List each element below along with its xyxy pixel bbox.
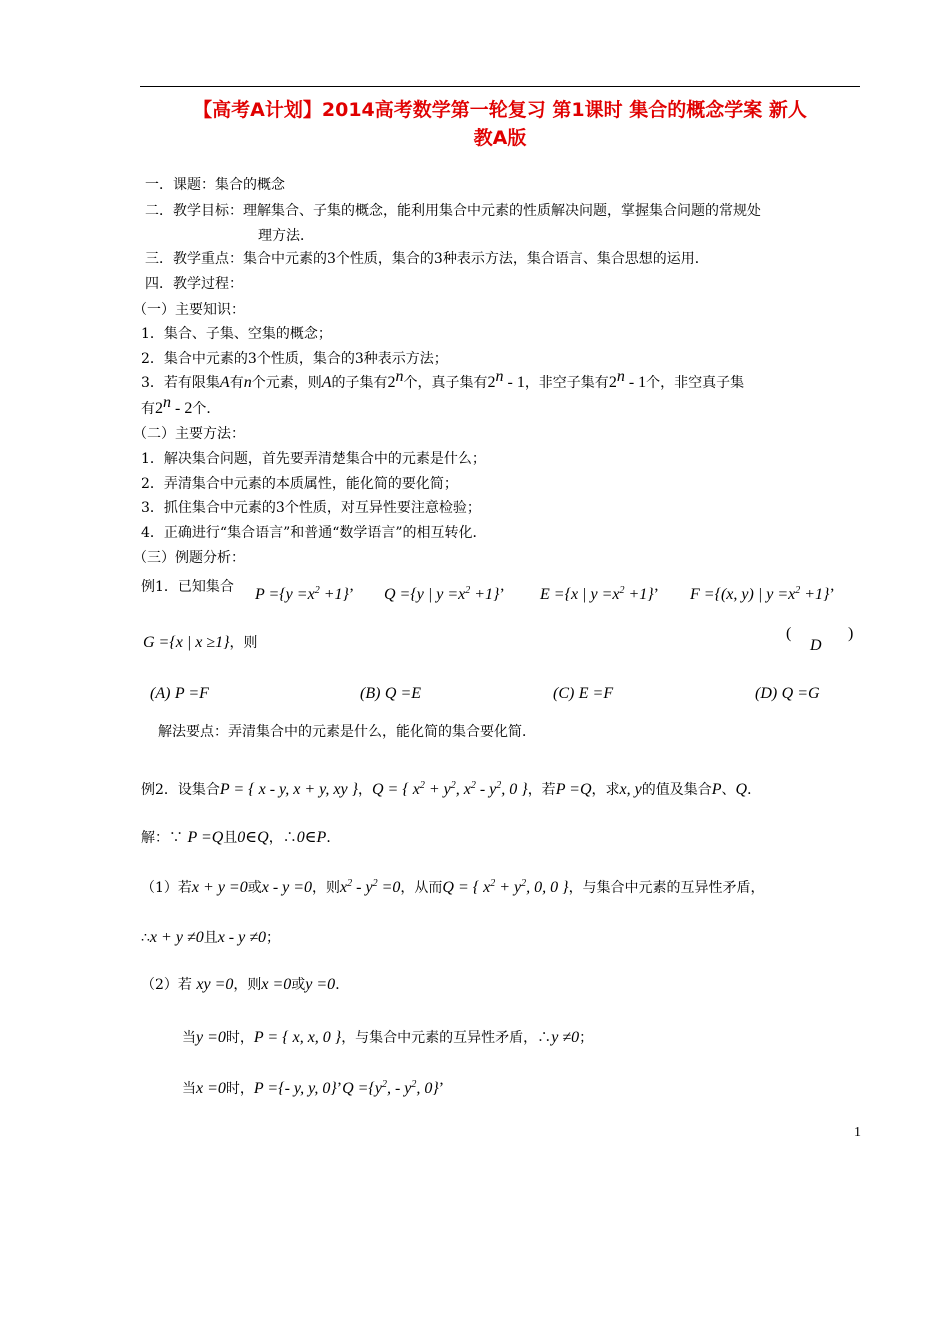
example-2-solution-start: 解：∵ P =Q且0∈Q，∴0∈P． [141,829,341,846]
knowledge-heading: （一）主要知识： [133,302,245,318]
example-1-answer: D [810,637,822,654]
document-title [135,96,865,152]
header-rule [140,86,860,87]
example-2-case-1-conclusion: ∴x + y ≠0且x - y ≠0； [141,929,281,946]
title-line-2: 教A版 [473,127,527,149]
method-item-1: 1．解决集合问题，首先要弄清楚集合中的元素是什么； [141,451,486,467]
answer-paren-close: ) [848,625,854,642]
example-heading: （三）例题分析： [133,550,245,566]
goal-line-1: 二．教学目标：理解集合、子集的概念，能利用集合中元素的性质解决问题，掌握集合问题的常规处 [145,203,761,219]
example-1-set-g: G ={x | x ≥1}，则 [143,634,258,651]
knowledge-item-3: 3．若有限集A有n个元素，则A的子集有2$^n$个，真子集有2$^n$ - 1，非空子集有2$^n$ - 1个，非空真子集 [141,368,745,391]
key-point-line: 三．教学重点：集合中元素的3个性质，集合的3种表示方法，集合语言、集合思想的运用． [145,251,709,267]
method-heading: （二）主要方法： [133,426,245,442]
knowledge-item-2: 2．集合中元素的3个性质，集合的3种表示方法； [141,351,448,367]
example-1-option-a: (A) P =F [150,685,209,702]
knowledge-item-3-cont: 有2$^n$ - 2个． [141,394,221,417]
example-1-tip: 解法要点：弄清集合中的元素是什么，能化简的集合要化简． [158,724,536,740]
example-1-intro: 例1．已知集合 [141,579,234,595]
example-1-set-p: $P =\{y =x^2 +1\}$’ [255,585,355,603]
example-1-set-q: Q ={y | $y =x^2 +1$}’ [384,585,505,603]
method-item-3: 3．抓住集合中元素的3个性质，对互异性要注意检验； [141,500,481,516]
example-2-statement: 例2．设集合P = { x - y, x + y, xy }，Q = { $x^2 + y^2$, $x^2 - y^2$, 0 }，若P =Q，求x, y的值及集合P、Q． [141,780,762,798]
example-1-option-d: (D) Q =G [755,685,820,702]
example-1-set-f: F ={(x, y) | $y =x^2 +1$}’ [690,585,835,603]
title-line-1: 【高考A计划】2014高考数学第一轮复习 第1课时 集合的概念学案 新人 [193,99,807,121]
example-2-case-2: （2）若 xy =0，则x =0或y =0． [141,976,350,993]
knowledge-item-1: 1．集合、子集、空集的概念； [141,326,332,342]
example-2-case-1: （1）若x + y =0或x - y =0，则$x^2 - y^2 =0$，从而Q = { $x^2 + y^2$, 0, 0 }，与集合中元素的互异性矛盾， [141,878,765,896]
example-1-set-e: E ={x | $y =x^2 +1$}’ [540,585,659,603]
example-1-option-b: (B) Q =E [360,685,422,702]
example-2-case-y0: 当y =0时，P = { x, x, 0 }，与集合中元素的互异性矛盾，∴y ≠0； [182,1029,594,1046]
process-heading: 四．教学过程： [145,276,243,292]
method-item-4: 4．正确进行“集合语言”和普通“数学语言”的相互转化． [141,525,487,541]
answer-paren-open: ( [786,625,792,642]
topic-line: 一．课题：集合的概念 [145,177,285,193]
goal-line-2: 理方法． [258,228,314,244]
method-item-2: 2．弄清集合中元素的本质属性，能化简的要化简； [141,476,458,492]
page-number: 1 [854,1125,861,1140]
example-1-option-c: (C) E =F [553,685,614,702]
example-2-case-x0: 当x =0时，P ={- y, y, 0}’Q $=\{y^2$, - $y^2$, 0}’ [182,1079,445,1097]
